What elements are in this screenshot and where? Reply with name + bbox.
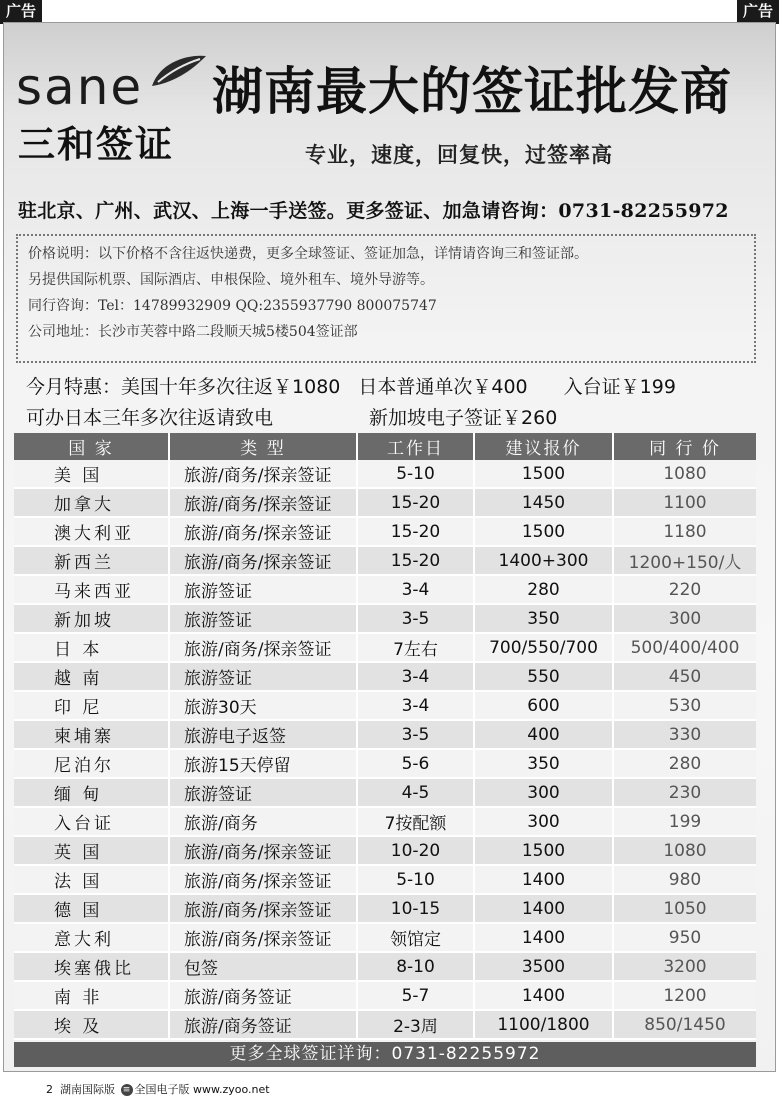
peer-price-cell: 330	[613, 720, 756, 749]
days-cell: 15-20	[357, 546, 474, 575]
table-header-row	[14, 433, 756, 460]
table-row	[14, 691, 756, 720]
table-row	[14, 836, 756, 865]
table-row	[14, 546, 756, 575]
days-cell: 4-5	[357, 778, 474, 807]
type-cell: 旅游/商务	[169, 807, 357, 836]
edition-name: 湖南国际版	[60, 1083, 115, 1096]
peer-price-cell: 1080	[613, 836, 756, 865]
type-cell: 旅游签证	[169, 662, 357, 691]
header-country: 国 家	[14, 433, 169, 460]
days-cell: 3-5	[357, 604, 474, 633]
peer-price-cell: 1180	[613, 517, 756, 546]
header-price: 建议报价	[474, 433, 613, 460]
ad-label-right: 广告	[737, 0, 779, 24]
table-row	[14, 633, 756, 662]
promo-japan: 日本普通单次￥400	[358, 376, 528, 398]
peer-price-cell: 450	[613, 662, 756, 691]
peer-price-cell: 280	[613, 749, 756, 778]
peer-price-cell: 1200	[613, 981, 756, 1010]
price-cell: 1500	[474, 836, 613, 865]
table-row	[14, 720, 756, 749]
promo-singapore: 新加坡电子签证￥260	[369, 407, 558, 429]
type-cell: 旅游/商务/探亲签证	[169, 894, 357, 923]
days-cell: 8-10	[357, 952, 474, 981]
price-cell: 600	[474, 691, 613, 720]
type-cell: 旅游签证	[169, 604, 357, 633]
price-cell: 700/550/700	[474, 633, 613, 662]
peer-price-cell: 980	[613, 865, 756, 894]
table-row	[14, 488, 756, 517]
days-cell: 15-20	[357, 488, 474, 517]
peer-price-cell: 1200+150/人	[613, 546, 756, 575]
national-edition: 全国电子版	[134, 1083, 190, 1096]
days-cell: 7左右	[357, 633, 474, 662]
days-cell: 10-15	[357, 894, 474, 923]
country-cell: 加拿大	[14, 488, 169, 517]
brand-logo	[16, 52, 201, 172]
table-row	[14, 778, 756, 807]
price-cell: 1400	[474, 865, 613, 894]
promo-label: 今月特惠：	[26, 376, 122, 398]
type-cell: 旅游/商务/探亲签证	[169, 836, 357, 865]
peer-price-cell: 1100	[613, 488, 756, 517]
price-cell: 280	[474, 575, 613, 604]
promo-taiwan: 入台证￥199	[563, 376, 676, 398]
peer-price-cell: 300	[613, 604, 756, 633]
tagline: 专业，速度，回复快，过签率高	[305, 142, 613, 167]
days-cell: 3-4	[357, 575, 474, 604]
country-cell: 印 尼	[14, 691, 169, 720]
type-cell: 旅游/商务签证	[169, 1010, 357, 1039]
country-cell: 埃塞俄比	[14, 952, 169, 981]
peer-price-cell: 950	[613, 923, 756, 952]
days-cell: 10-20	[357, 836, 474, 865]
type-cell: 旅游签证	[169, 575, 357, 604]
type-cell: 旅游/商务/探亲签证	[169, 546, 357, 575]
country-cell: 澳大利亚	[14, 517, 169, 546]
footer-contact-bar: 更多全球签证详询：0731-82255972	[14, 1042, 756, 1067]
days-cell: 7按配额	[357, 807, 474, 836]
country-cell: 新西兰	[14, 546, 169, 575]
price-cell: 1400	[474, 894, 613, 923]
table-row	[14, 575, 756, 604]
country-cell: 南 非	[14, 981, 169, 1010]
price-cell: 1100/1800	[474, 1010, 613, 1039]
country-cell: 日 本	[14, 633, 169, 662]
price-cell: 300	[474, 778, 613, 807]
table-row	[14, 662, 756, 691]
peer-price-cell: 1050	[613, 894, 756, 923]
peer-price-cell: 530	[613, 691, 756, 720]
country-cell: 入台证	[14, 807, 169, 836]
price-cell: 1500	[474, 460, 613, 488]
days-cell: 5-6	[357, 749, 474, 778]
type-cell: 旅游30天	[169, 691, 357, 720]
type-cell: 旅游签证	[169, 778, 357, 807]
days-cell: 15-20	[357, 517, 474, 546]
table-row	[14, 894, 756, 923]
promo-us: 美国十年多次往返￥1080	[121, 376, 341, 398]
header-days: 工作日	[357, 433, 474, 460]
price-cell: 3500	[474, 952, 613, 981]
country-cell: 柬埔寨	[14, 720, 169, 749]
peer-price-cell: 230	[613, 778, 756, 807]
country-cell: 法 国	[14, 865, 169, 894]
peer-price-cell: 220	[613, 575, 756, 604]
page-footer	[46, 1081, 270, 1097]
type-cell: 旅游/商务/探亲签证	[169, 517, 357, 546]
table-row	[14, 952, 756, 981]
table-row	[14, 923, 756, 952]
type-cell: 旅游/商务/探亲签证	[169, 460, 357, 488]
peer-price-cell: 850/1450	[613, 1010, 756, 1039]
days-cell: 3-4	[357, 691, 474, 720]
type-cell: 旅游/商务签证	[169, 981, 357, 1010]
days-cell: 3-5	[357, 720, 474, 749]
price-cell: 1500	[474, 517, 613, 546]
country-cell: 缅 甸	[14, 778, 169, 807]
days-cell: 5-10	[357, 460, 474, 488]
headline: 湖南最大的签证批发商	[212, 62, 733, 122]
peer-contact: 同行咨询：Tel：14789932909 QQ:2355937790 800075747	[28, 298, 437, 314]
type-cell: 旅游/商务/探亲签证	[169, 865, 357, 894]
days-cell: 5-7	[357, 981, 474, 1010]
promo-line-1	[26, 372, 676, 399]
edition-icon: ≡	[121, 1084, 133, 1096]
price-cell: 1450	[474, 488, 613, 517]
peer-price-cell: 500/400/400	[613, 633, 756, 662]
country-cell: 美 国	[14, 460, 169, 488]
country-cell: 马来西亚	[14, 575, 169, 604]
price-cell: 1400+300	[474, 546, 613, 575]
country-cell: 尼泊尔	[14, 749, 169, 778]
price-cell: 350	[474, 604, 613, 633]
country-cell: 新加坡	[14, 604, 169, 633]
price-note: 价格说明：以下价格不含往返快递费，更多全球签证、签证加急，详情请咨询三和签证部。	[28, 246, 588, 262]
table-row	[14, 460, 756, 488]
type-cell: 旅游/商务/探亲签证	[169, 633, 357, 662]
type-cell: 旅游/商务/探亲签证	[169, 923, 357, 952]
header-peer-price: 同 行 价	[613, 433, 756, 460]
header-type: 类 型	[169, 433, 357, 460]
peer-price-cell: 199	[613, 807, 756, 836]
table-row	[14, 807, 756, 836]
price-cell: 550	[474, 662, 613, 691]
logo-chinese-name: 三和签证	[18, 123, 174, 166]
type-cell: 旅游电子返签	[169, 720, 357, 749]
page-number: 2	[46, 1083, 53, 1096]
ad-label-left: 广告	[0, 0, 42, 24]
days-cell: 3-4	[357, 662, 474, 691]
country-cell: 埃 及	[14, 1010, 169, 1039]
peer-price-cell: 3200	[613, 952, 756, 981]
price-cell: 300	[474, 807, 613, 836]
price-cell: 350	[474, 749, 613, 778]
visa-price-table	[14, 433, 756, 1040]
website[interactable]: www.zyoo.net	[193, 1083, 270, 1096]
type-cell: 包签	[169, 952, 357, 981]
company-address: 公司地址：长沙市芙蓉中路二段顺天城5楼504签证部	[28, 324, 358, 340]
days-cell: 2-3周	[357, 1010, 474, 1039]
table-row	[14, 865, 756, 894]
table-row	[14, 604, 756, 633]
promo-line-2	[26, 403, 557, 430]
table-row	[14, 749, 756, 778]
table-row	[14, 1010, 756, 1039]
promo-japan-multi: 可办日本三年多次往返请致电	[26, 407, 274, 429]
country-cell: 德 国	[14, 894, 169, 923]
days-cell: 5-10	[357, 865, 474, 894]
leaf-icon	[148, 52, 208, 92]
days-cell: 领馆定	[357, 923, 474, 952]
country-cell: 越 南	[14, 662, 169, 691]
logo-wordmark: sane	[16, 58, 144, 116]
price-cell: 1400	[474, 981, 613, 1010]
price-cell: 1400	[474, 923, 613, 952]
delivery-line: 驻北京、广州、武汉、上海一手送签。更多签证、加急请咨询：0731-82255972	[18, 200, 729, 222]
extra-services: 另提供国际机票、国际酒店、申根保险、境外租车、境外导游等。	[28, 272, 434, 288]
info-box	[16, 234, 756, 363]
table-row	[14, 981, 756, 1010]
country-cell: 英 国	[14, 836, 169, 865]
type-cell: 旅游15天停留	[169, 749, 357, 778]
peer-price-cell: 1080	[613, 460, 756, 488]
table-row	[14, 517, 756, 546]
type-cell: 旅游/商务/探亲签证	[169, 488, 357, 517]
price-cell: 400	[474, 720, 613, 749]
country-cell: 意大利	[14, 923, 169, 952]
